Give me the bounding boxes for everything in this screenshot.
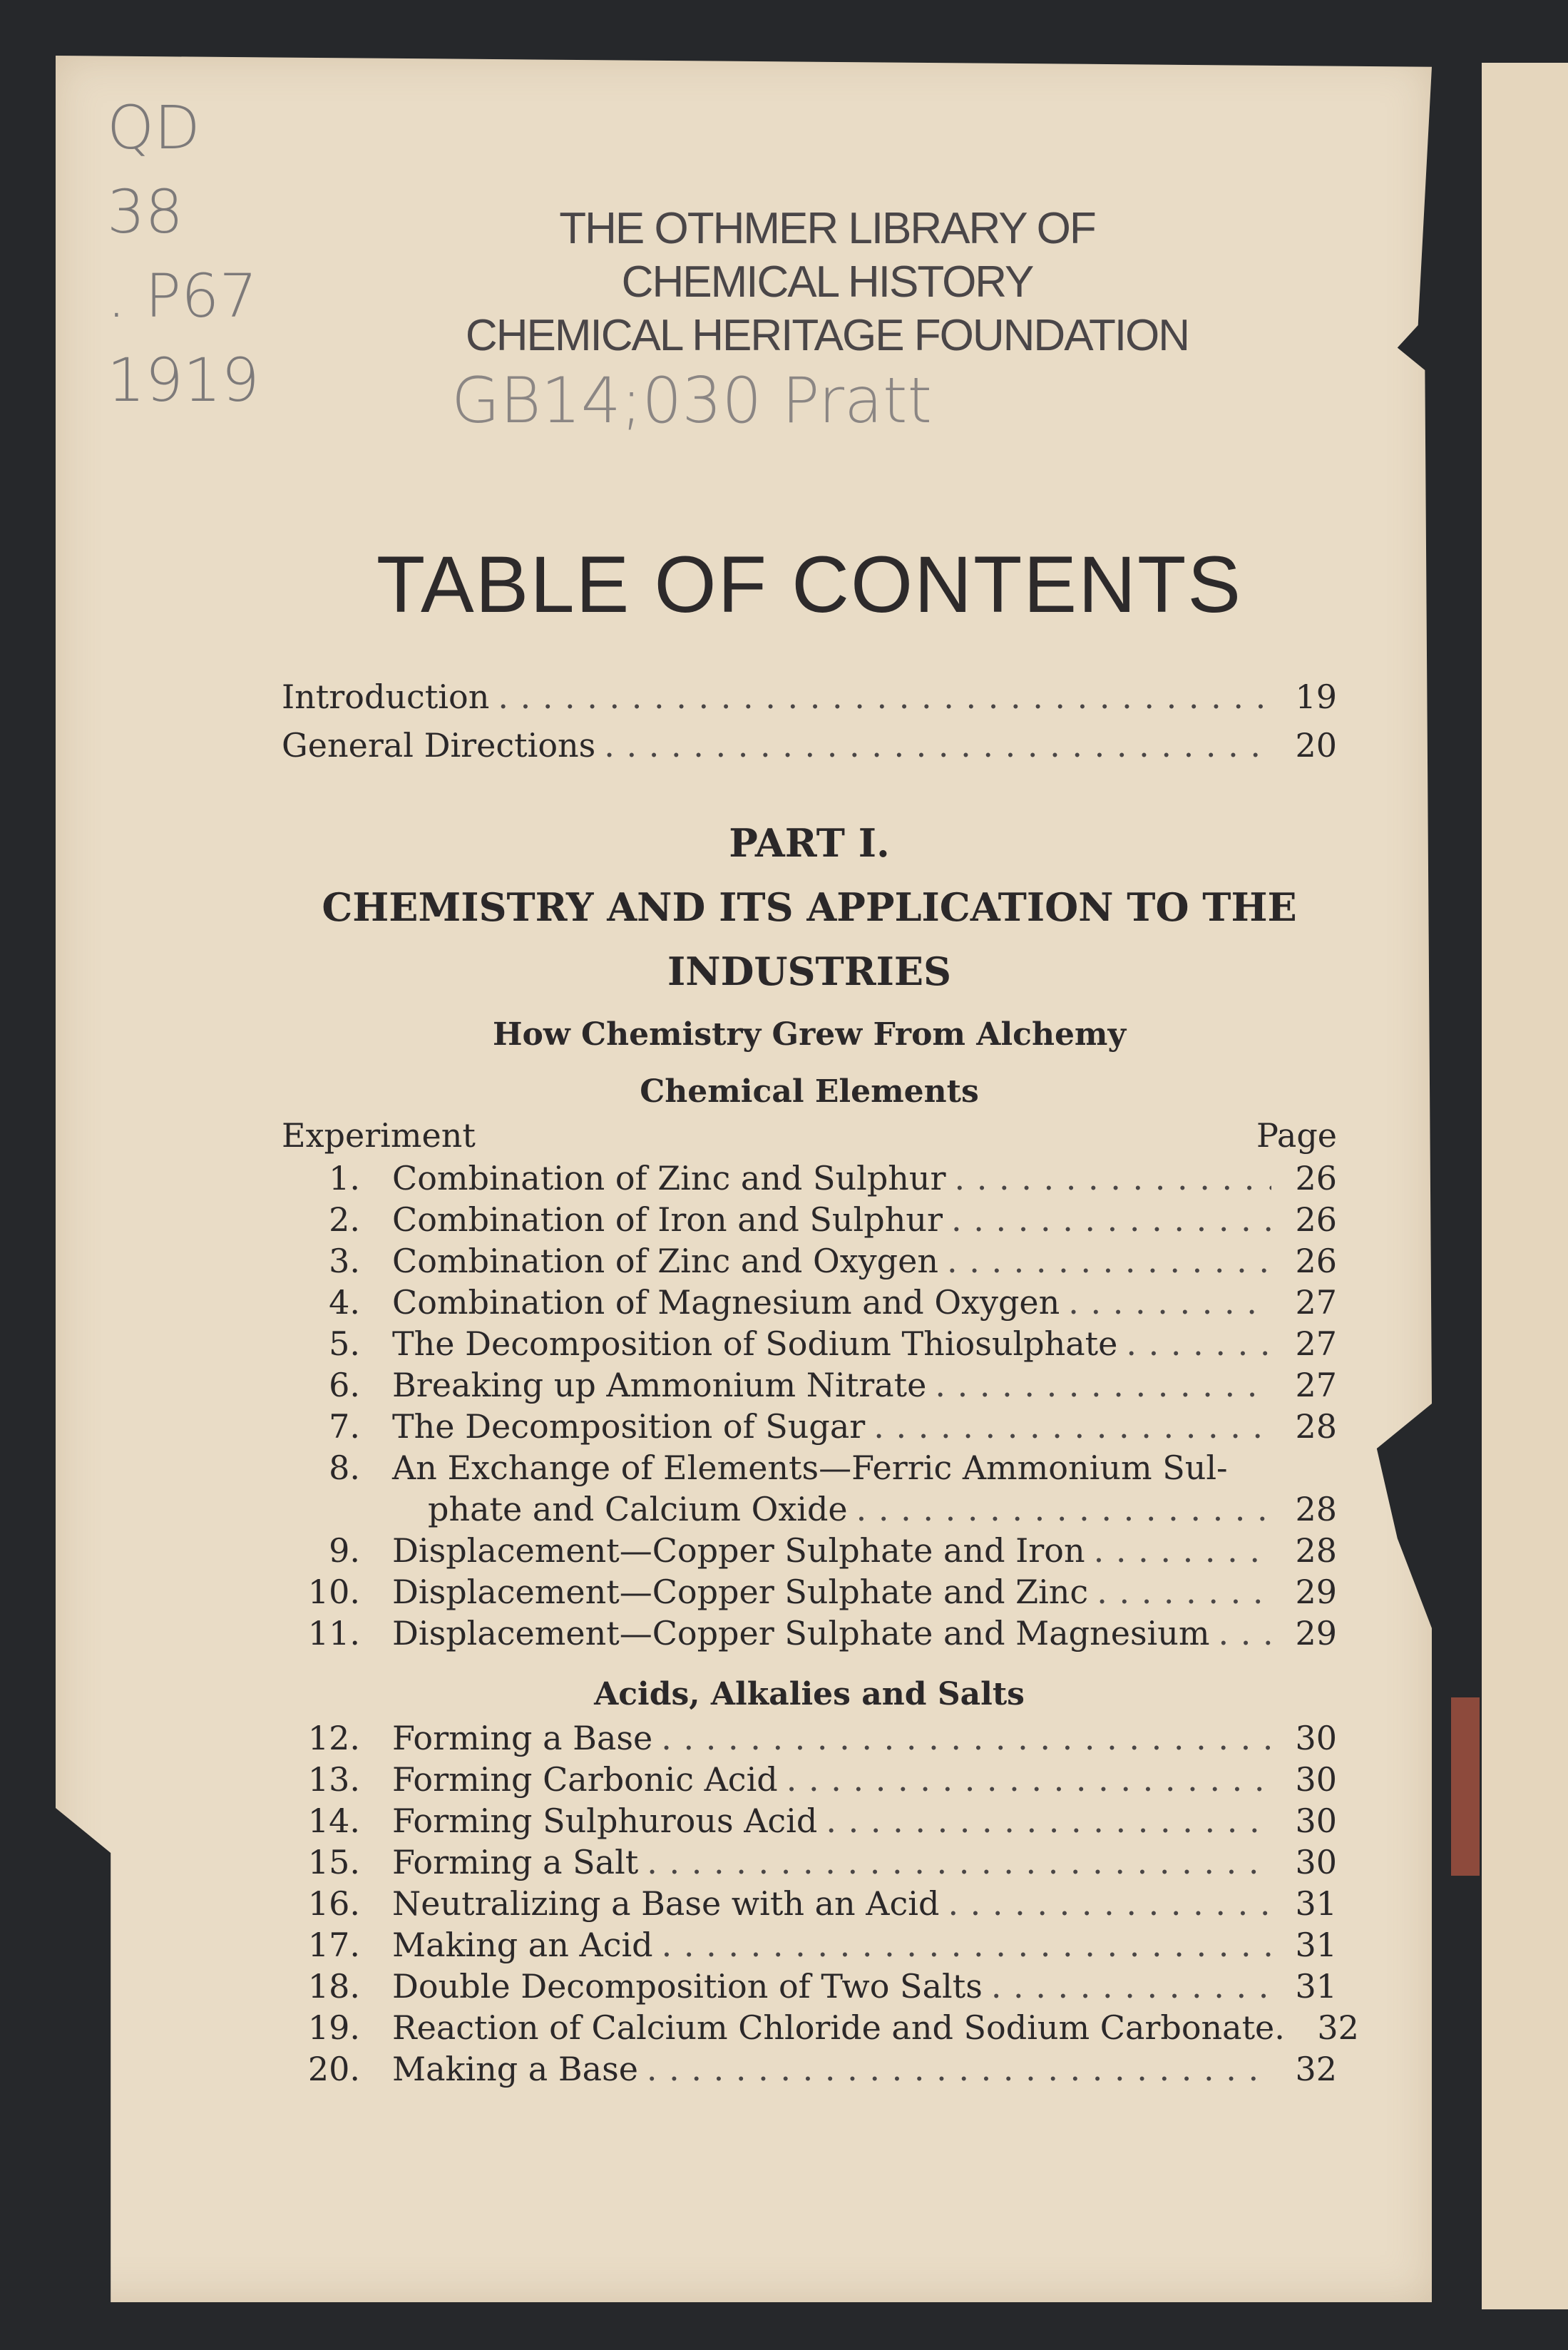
part-heading: PART I.	[729, 820, 890, 866]
leader-dots	[1097, 1573, 1271, 1611]
stamp-line-2: CHEMICAL HISTORY	[621, 257, 1033, 307]
toc-entry	[282, 1324, 1337, 1363]
entry-number: 4.	[329, 1283, 360, 1322]
toc-entry	[282, 1200, 1337, 1239]
toc-entry-page: 30	[1295, 1843, 1337, 1881]
toc-entry-page: 29	[1295, 1614, 1337, 1652]
entry-number: 9.	[329, 1531, 360, 1570]
entry-number: 17.	[307, 1926, 360, 1964]
part-title-line-2: INDUSTRIES	[667, 949, 951, 994]
toc-entry-page: 31	[1295, 1926, 1337, 1964]
toc-entry-page: 26	[1295, 1159, 1337, 1197]
toc-entry-page: 30	[1295, 1760, 1337, 1799]
toc-entry-label: Breaking up Ammonium Nitrate	[392, 1366, 927, 1404]
leader-dots	[1219, 1614, 1271, 1652]
column-header-page: Page	[1256, 1116, 1337, 1155]
leader-dots	[647, 2050, 1271, 2088]
toc-entry-label: Neutralizing a Base with an Acid	[392, 1884, 940, 1923]
toc-entry-label: Displacement—Copper Sulphate and Magnesium	[392, 1614, 1210, 1652]
toc-entry-label: General Directions	[282, 726, 596, 765]
toc-entry	[282, 726, 1337, 765]
toc-entry-page: 28	[1295, 1531, 1337, 1570]
toc-entry-label: Reaction of Calcium Chloride and Sodium Carbonate.	[392, 2008, 1285, 2047]
toc-entry	[282, 1884, 1337, 1923]
leader-dots	[856, 1490, 1271, 1528]
leader-dots	[1094, 1531, 1271, 1570]
leader-dots	[647, 1843, 1271, 1881]
toc-entry	[282, 1159, 1337, 1197]
toc-entry	[282, 1614, 1337, 1652]
entry-number: 13.	[307, 1760, 360, 1799]
toc-entry-label: Double Decomposition of Two Salts	[392, 1967, 983, 2006]
leader-dots	[1126, 1324, 1271, 1363]
entry-number: 5.	[329, 1324, 360, 1363]
leader-dots	[935, 1366, 1271, 1404]
entry-number: 19.	[307, 2008, 360, 2047]
entry-number: 16.	[307, 1884, 360, 1923]
toc-entry-page: 27	[1295, 1283, 1337, 1322]
leader-dots	[1068, 1283, 1271, 1322]
toc-entry-label: Introduction	[282, 678, 490, 716]
toc-entry-page: 32	[1317, 2008, 1359, 2047]
entry-number: 3.	[329, 1242, 360, 1280]
toc-entry	[282, 1926, 1337, 1964]
entry-number: 11.	[307, 1614, 360, 1652]
toc-entry	[282, 1802, 1337, 1840]
toc-entry	[282, 1283, 1337, 1322]
entry-number: 12.	[307, 1719, 360, 1757]
leader-dots	[604, 726, 1271, 765]
toc-entry-label: Making an Acid	[392, 1926, 653, 1964]
toc-entry-label: Forming Sulphurous Acid	[392, 1802, 818, 1840]
toc-entry	[282, 2050, 1337, 2088]
toc-entry	[282, 1366, 1337, 1404]
leader-dots	[662, 1926, 1271, 1964]
toc-entry-continuation	[328, 1490, 1337, 1528]
toc-entry-label: Combination of Zinc and Oxygen	[392, 1242, 938, 1280]
toc-entry-label: Combination of Zinc and Sulphur	[392, 1159, 946, 1197]
toc-entry-page: 31	[1295, 1967, 1337, 2006]
entry-number: 18.	[307, 1967, 360, 2006]
stamp-line-1: THE OTHMER LIBRARY OF	[559, 204, 1095, 253]
toc-entry	[282, 1449, 1337, 1487]
leader-dots	[498, 678, 1271, 716]
leader-dots	[951, 1200, 1271, 1239]
toc-entry-page: 30	[1295, 1719, 1337, 1757]
leader-dots	[947, 1242, 1271, 1280]
toc-entry-label: Combination of Iron and Sulphur	[392, 1200, 943, 1239]
toc-entry-label: Displacement—Copper Sulphate and Zinc	[392, 1573, 1089, 1611]
toc-entry-page: 26	[1295, 1200, 1337, 1239]
toc-entry	[282, 1242, 1337, 1280]
leader-dots	[826, 1802, 1271, 1840]
toc-entry-label: An Exchange of Elements—Ferric Ammonium Sul-	[392, 1449, 1228, 1487]
call-number-line: . P67	[107, 261, 257, 331]
toc-entry	[282, 1719, 1337, 1757]
toc-entry-label-continued: phate and Calcium Oxide	[428, 1490, 848, 1528]
call-number-line: 1919	[107, 345, 260, 415]
toc-entry	[282, 1760, 1337, 1799]
toc-entry	[282, 1407, 1337, 1446]
leader-dots	[873, 1407, 1271, 1446]
column-headers	[282, 1116, 1337, 1155]
toc-entry-label: Making a Base	[392, 2050, 638, 2088]
toc-entry-label: Displacement—Copper Sulphate and Iron	[392, 1531, 1085, 1570]
toc-entry-page: 28	[1295, 1407, 1337, 1446]
entry-number: 8.	[329, 1449, 360, 1487]
part-title-line-1: CHEMISTRY AND ITS APPLICATION TO THE	[322, 884, 1297, 930]
toc-entry-label: The Decomposition of Sodium Thiosulphate	[392, 1324, 1118, 1363]
toc-entry-page: 32	[1295, 2050, 1337, 2088]
part-subtitle: How Chemistry Grew From Alchemy	[492, 1016, 1127, 1053]
spine-fold	[1451, 1697, 1480, 1876]
call-number-line: QD	[107, 93, 200, 163]
toc-entry	[282, 2008, 1359, 2047]
toc-entry-label: Forming a Base	[392, 1719, 653, 1757]
facing-page-edge	[1482, 63, 1568, 2309]
toc-entry	[282, 1967, 1337, 2006]
entry-number: 7.	[329, 1407, 360, 1446]
toc-entry-label: The Decomposition of Sugar	[392, 1407, 866, 1446]
entry-number: 2.	[329, 1200, 360, 1239]
toc-entry-label: Forming Carbonic Acid	[392, 1760, 778, 1799]
leader-dots	[661, 1719, 1271, 1757]
section-heading: Chemical Elements	[640, 1073, 979, 1110]
leader-dots	[948, 1884, 1271, 1923]
toc-entry	[282, 1843, 1337, 1881]
toc-entry-page: 27	[1295, 1324, 1337, 1363]
toc-entry-page: 26	[1295, 1242, 1337, 1280]
leader-dots	[955, 1159, 1271, 1197]
toc-entry-label: Combination of Magnesium and Oxygen	[392, 1283, 1060, 1322]
entry-number: 1.	[329, 1159, 360, 1197]
entry-number: 10.	[307, 1573, 360, 1611]
toc-entry-page: 19	[1295, 678, 1337, 716]
stamp-line-3: CHEMICAL HERITAGE FOUNDATION	[465, 311, 1189, 360]
call-number-handwritten	[107, 86, 260, 422]
accession-handwritten: GB14;030 Pratt	[451, 364, 932, 437]
toc-entry-page: 20	[1295, 726, 1337, 765]
toc-entry	[282, 678, 1337, 716]
toc-entry-page: 29	[1295, 1573, 1337, 1611]
entry-number: 20.	[307, 2050, 360, 2088]
toc-entry-page: 31	[1295, 1884, 1337, 1923]
leader-dots	[786, 1760, 1271, 1799]
entry-number: 14.	[307, 1802, 360, 1840]
toc-entry-label: Forming a Salt	[392, 1843, 639, 1881]
leader-dots	[991, 1967, 1271, 2006]
toc-entry	[282, 1573, 1337, 1611]
page-title: TABLE OF CONTENTS	[376, 540, 1243, 629]
toc-entry	[282, 1531, 1337, 1570]
call-number-line: 38	[107, 177, 183, 247]
section-heading: Acids, Alkalies and Salts	[594, 1676, 1025, 1712]
entry-number: 15.	[307, 1843, 360, 1881]
entry-number: 6.	[329, 1366, 360, 1404]
toc-entry-page: 30	[1295, 1802, 1337, 1840]
toc-entry-page: 27	[1295, 1366, 1337, 1404]
column-header-experiment: Experiment	[282, 1116, 476, 1155]
toc-entry-page: 28	[1295, 1490, 1337, 1528]
